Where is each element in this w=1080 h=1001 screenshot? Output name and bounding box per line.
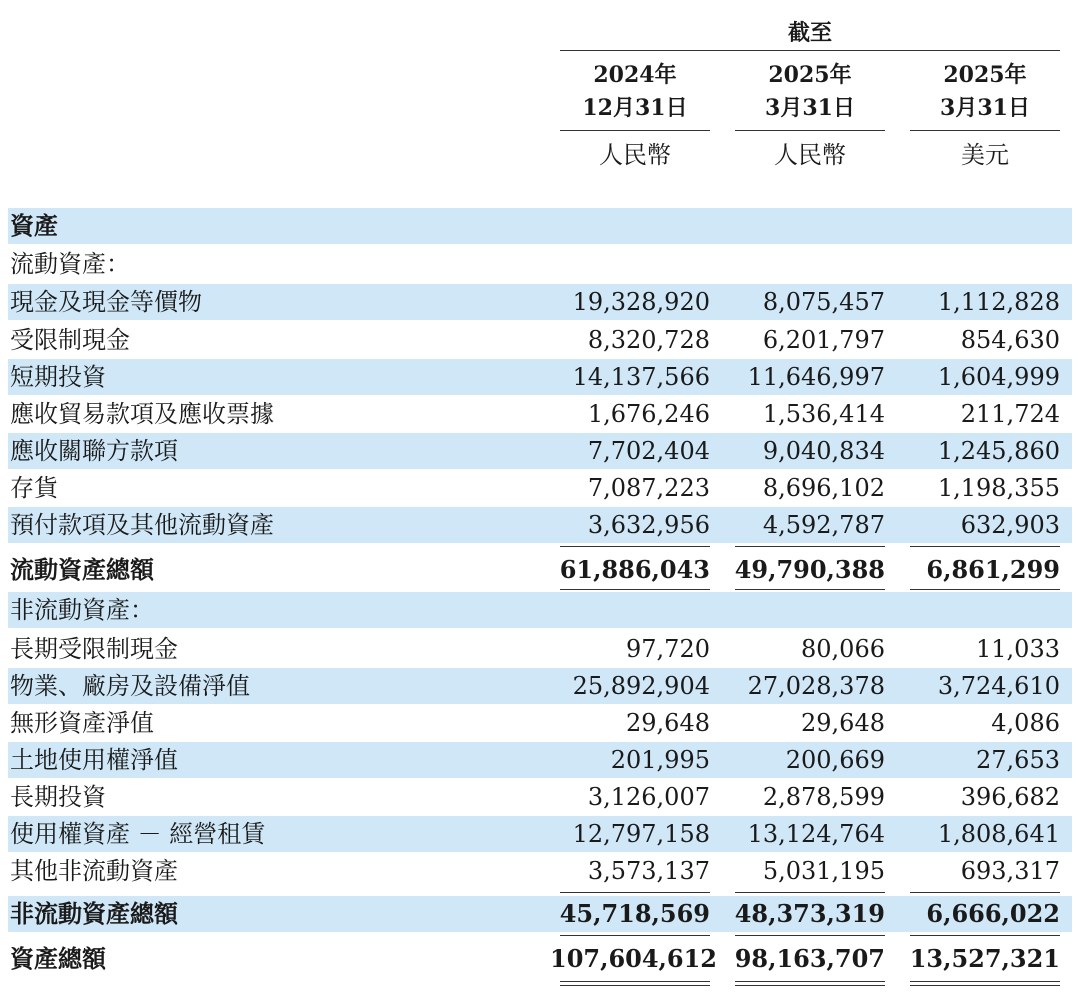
column-rule [560, 130, 710, 131]
row-label: 非流動資產總額 [10, 900, 178, 928]
column-currency: 人民幣 [599, 141, 671, 169]
column-rule [910, 130, 1060, 131]
value-2024-rmb: 97,720 [626, 635, 710, 663]
table-row [8, 433, 1072, 469]
row-label: 土地使用權淨值 [10, 746, 178, 774]
value-2025-rmb: 29,648 [801, 709, 885, 737]
subtotal-rule [910, 546, 1060, 547]
subtotal-rule [560, 892, 710, 893]
value-2025-usd: 11,033 [976, 635, 1060, 663]
table-row [8, 705, 1072, 741]
value-2025-rmb: 9,040,834 [762, 437, 885, 465]
table-row [8, 816, 1072, 852]
value-2024-rmb: 1,676,246 [587, 400, 710, 428]
value-2024-rmb: 7,702,404 [587, 437, 710, 465]
value-2025-usd: 632,903 [960, 511, 1060, 539]
row-label: 長期投資 [10, 783, 106, 811]
row-label: 非流動資產： [10, 596, 154, 624]
table-row [8, 631, 1072, 667]
subtotal-rule [560, 546, 710, 547]
value-2025-usd: 693,317 [960, 857, 1060, 885]
subheading-non-current-assets [8, 592, 1072, 628]
value-2024-rmb: 29,648 [626, 709, 710, 737]
row-label: 資產總額 [10, 945, 106, 973]
value-2025-usd: 211,724 [960, 400, 1060, 428]
value-2025-usd: 1,808,641 [937, 820, 1060, 848]
value-2025-rmb: 5,031,195 [762, 857, 885, 885]
row-label: 流動資產總額 [10, 556, 154, 584]
row-label: 短期投資 [10, 363, 106, 391]
value-2025-usd: 396,682 [960, 783, 1060, 811]
value-2024-rmb: 7,087,223 [587, 474, 710, 502]
row-label: 無形資產淨值 [10, 709, 154, 737]
grand-total-double-rule [735, 981, 885, 986]
column-year: 2024年 [593, 62, 677, 88]
table-row [8, 779, 1072, 815]
column-year: 2025年 [943, 62, 1027, 88]
value-2025-rmb: 48,373,319 [734, 899, 885, 928]
value-2024-rmb: 25,892,904 [572, 672, 710, 700]
subtotal-rule [560, 589, 710, 590]
row-label: 受限制現金 [10, 326, 130, 354]
subtotal-rule [735, 546, 885, 547]
total-row-assets [8, 941, 1072, 977]
value-2025-rmb: 49,790,388 [734, 555, 885, 584]
table-row [8, 359, 1072, 395]
row-label: 使用權資產 － 經營租賃 [10, 820, 266, 848]
value-2024-rmb: 201,995 [610, 746, 710, 774]
row-label: 流動資產： [10, 250, 130, 278]
value-2025-usd: 4,086 [991, 709, 1060, 737]
table-row [8, 284, 1072, 320]
column-date: 3月31日 [765, 95, 855, 121]
value-2025-usd: 1,112,828 [937, 288, 1060, 316]
value-2025-rmb: 11,646,997 [747, 363, 885, 391]
table-row [8, 322, 1072, 358]
table-row [8, 470, 1072, 506]
row-label: 應收關聯方款項 [10, 437, 178, 465]
value-2025-rmb: 8,075,457 [762, 288, 885, 316]
total-row-non-current-assets [8, 896, 1072, 932]
value-2025-usd: 1,604,999 [937, 363, 1060, 391]
row-label: 存貨 [10, 474, 58, 502]
column-date: 3月31日 [940, 95, 1030, 121]
subtotal-rule [560, 935, 710, 936]
value-2025-usd: 6,861,299 [926, 555, 1060, 584]
row-label: 其他非流動資產 [10, 857, 178, 885]
row-label: 物業、廠房及設備淨值 [10, 672, 250, 700]
subtotal-rule [910, 892, 1060, 893]
subtotal-rule [735, 892, 885, 893]
value-2025-usd: 13,527,321 [909, 944, 1060, 973]
column-currency: 人民幣 [774, 141, 846, 169]
column-rule [735, 130, 885, 131]
value-2024-rmb: 8,320,728 [587, 326, 710, 354]
value-2025-rmb: 98,163,707 [734, 944, 885, 973]
value-2024-rmb: 61,886,043 [559, 555, 710, 584]
value-2025-rmb: 27,028,378 [747, 672, 885, 700]
header-group-rule [560, 50, 1060, 51]
value-2025-usd: 1,198,355 [937, 474, 1060, 502]
column-date: 12月31日 [582, 95, 688, 121]
subtotal-rule [910, 589, 1060, 590]
grand-total-double-rule [560, 981, 710, 986]
table-row [8, 853, 1072, 889]
value-2024-rmb: 107,604,612 [550, 944, 718, 973]
header-group-label: 截至 [787, 20, 832, 46]
value-2024-rmb: 12,797,158 [572, 820, 710, 848]
table-row [8, 742, 1072, 778]
value-2025-usd: 6,666,022 [926, 899, 1060, 928]
row-label: 現金及現金等價物 [10, 288, 202, 316]
subheading-current-assets [8, 246, 1072, 282]
value-2025-rmb: 2,878,599 [762, 783, 885, 811]
value-2025-rmb: 80,066 [801, 635, 885, 663]
value-2025-usd: 27,653 [976, 746, 1060, 774]
column-year: 2025年 [768, 62, 852, 88]
value-2025-rmb: 1,536,414 [762, 400, 885, 428]
row-label: 長期受限制現金 [10, 635, 178, 663]
subtotal-rule [735, 935, 885, 936]
value-2025-rmb: 6,201,797 [762, 326, 885, 354]
value-2025-usd: 3,724,610 [937, 672, 1060, 700]
row-label: 資產 [10, 212, 58, 240]
value-2024-rmb: 14,137,566 [572, 363, 710, 391]
grand-total-double-rule [910, 981, 1060, 986]
value-2025-rmb: 8,696,102 [762, 474, 885, 502]
row-label: 應收貿易款項及應收票據 [10, 400, 274, 428]
value-2024-rmb: 45,718,569 [559, 899, 710, 928]
value-2024-rmb: 3,632,956 [587, 511, 710, 539]
subtotal-rule [735, 589, 885, 590]
value-2025-rmb: 200,669 [785, 746, 885, 774]
value-2025-usd: 1,245,860 [937, 437, 1060, 465]
total-row-current-assets [8, 552, 1072, 588]
column-currency: 美元 [961, 141, 1009, 169]
value-2024-rmb: 3,126,007 [587, 783, 710, 811]
value-2024-rmb: 19,328,920 [572, 288, 710, 316]
table-row [8, 507, 1072, 543]
table-row [8, 668, 1072, 704]
value-2024-rmb: 3,573,137 [587, 857, 710, 885]
value-2025-rmb: 4,592,787 [762, 511, 885, 539]
value-2025-usd: 854,630 [960, 326, 1060, 354]
section-heading-assets [8, 208, 1072, 244]
value-2025-rmb: 13,124,764 [747, 820, 885, 848]
row-label: 預付款項及其他流動資產 [10, 511, 274, 539]
table-row [8, 396, 1072, 432]
subtotal-rule [910, 935, 1060, 936]
